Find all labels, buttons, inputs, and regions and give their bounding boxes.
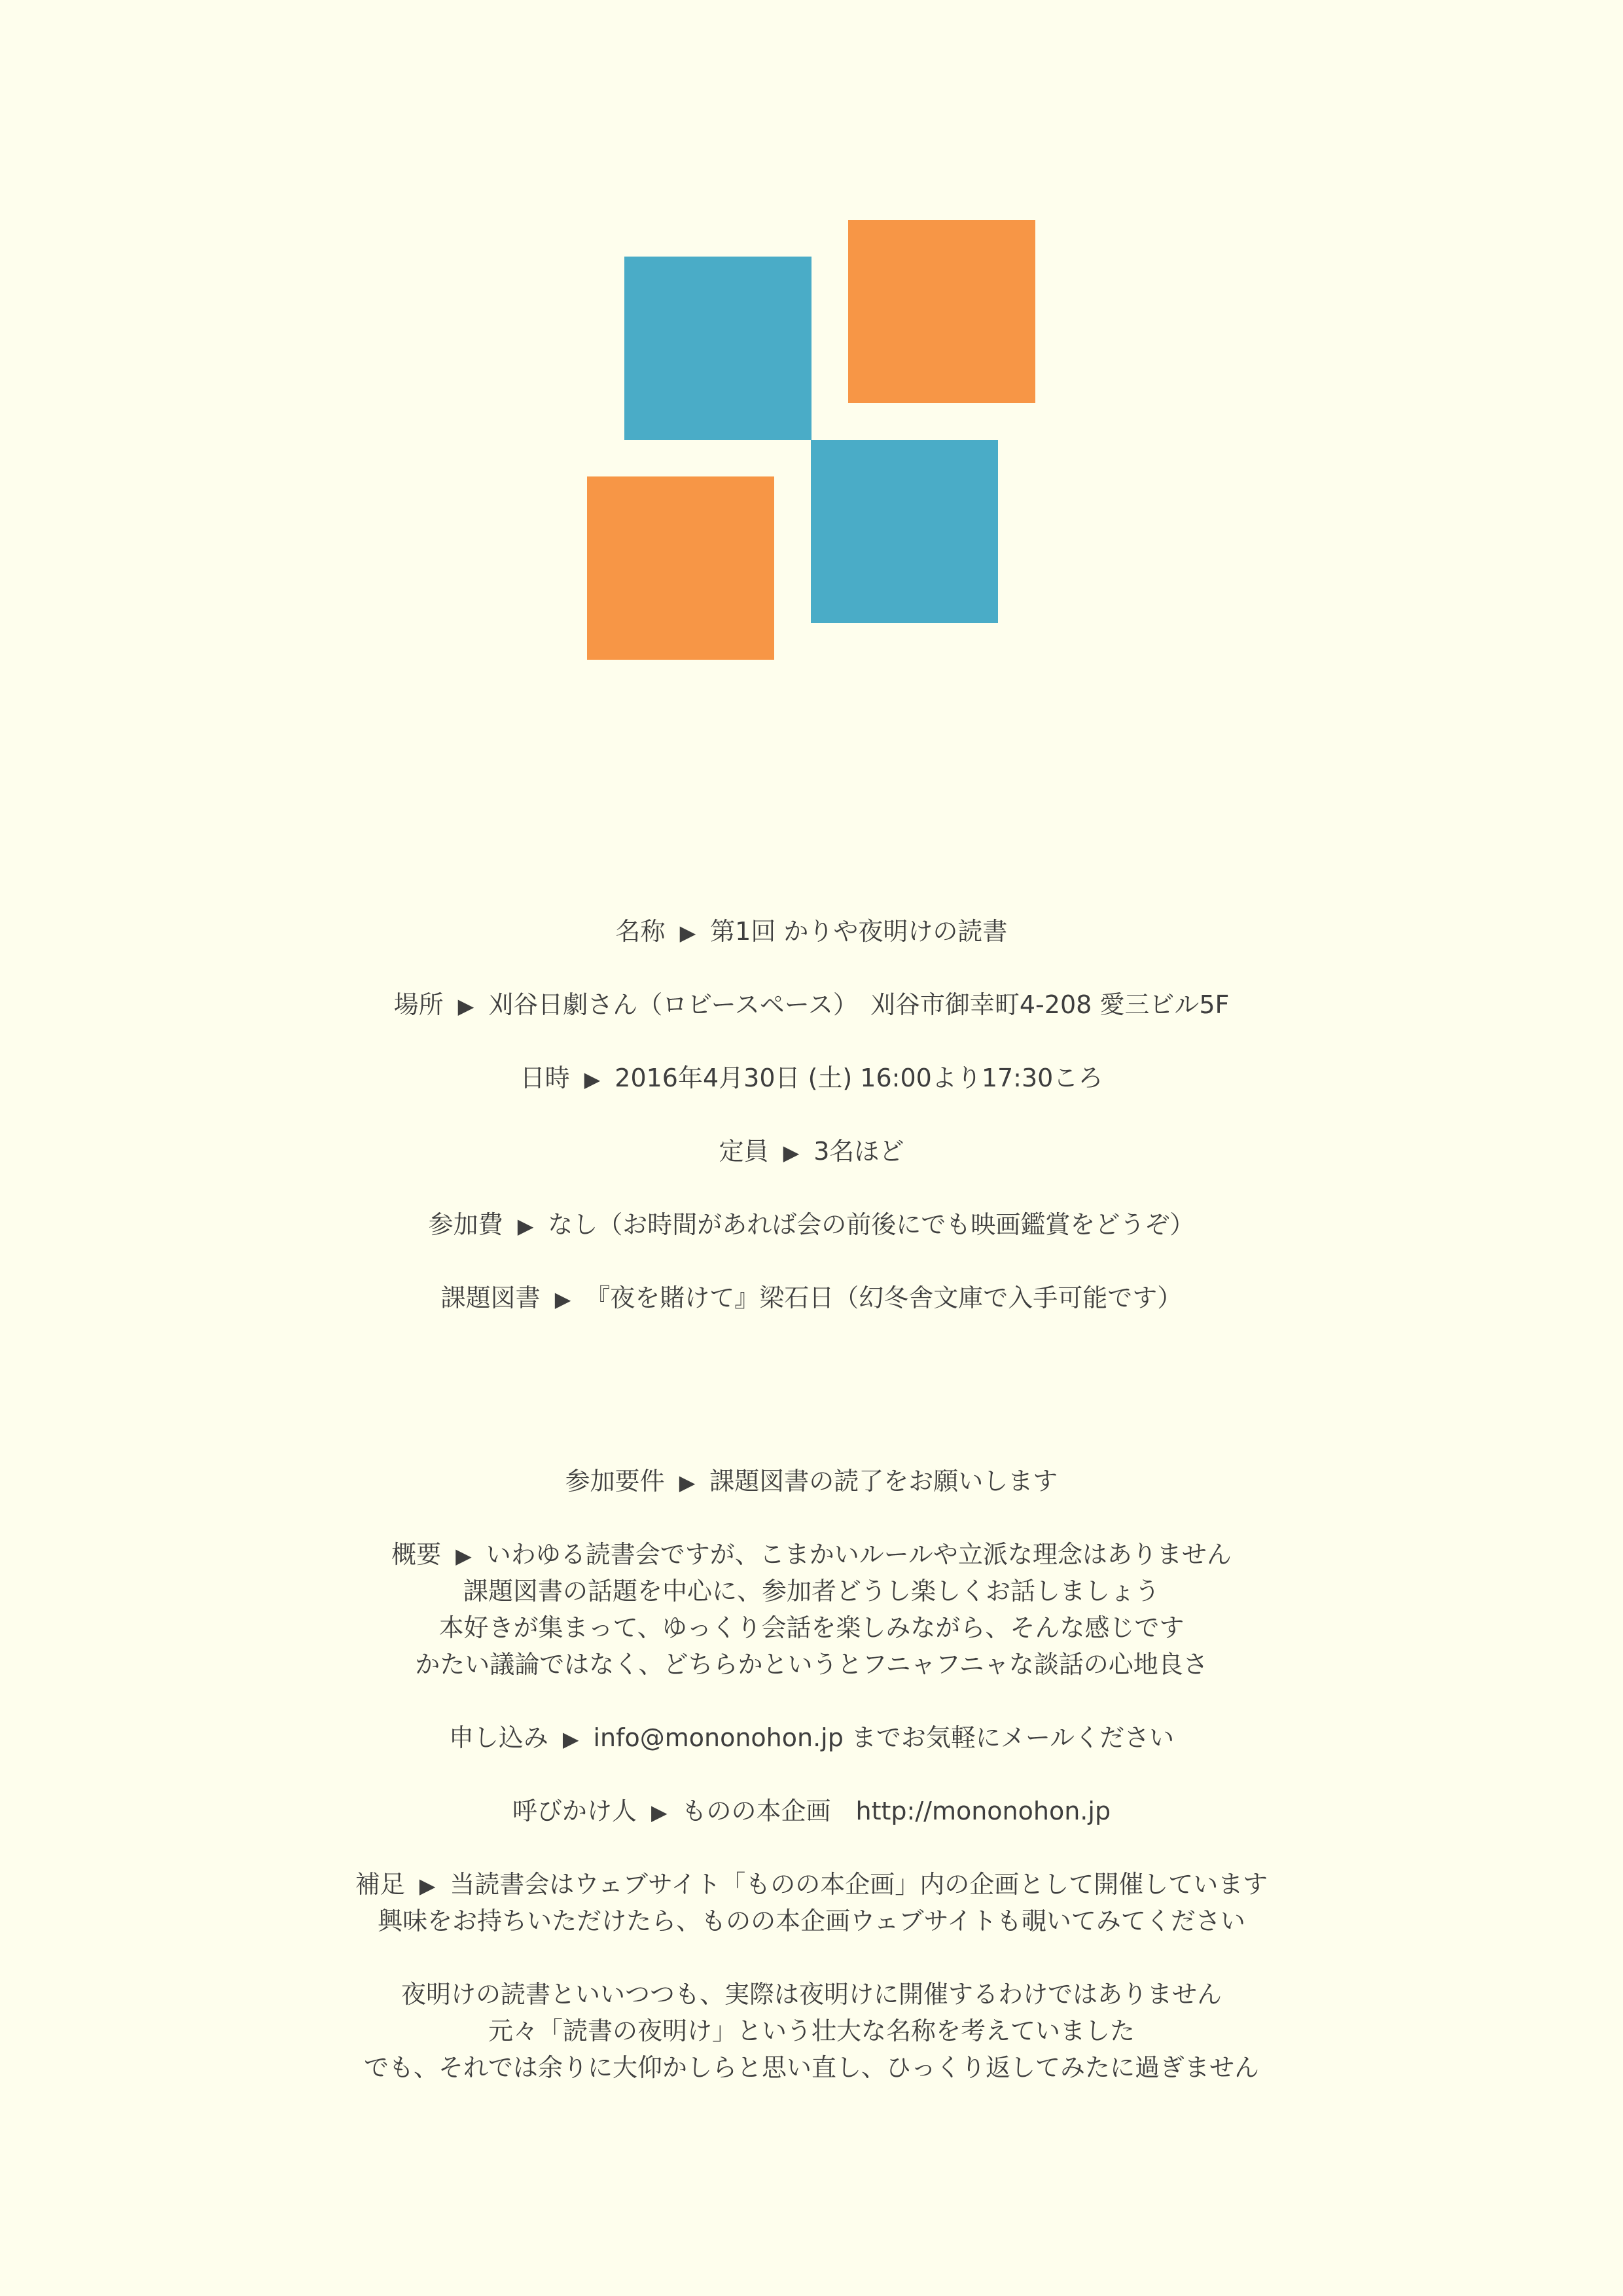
row-note-value: 当読書会はウェブサイト「ものの本企画」内の企画として開催しています xyxy=(450,1870,1268,1899)
row-place-label: 場所 xyxy=(393,990,444,1019)
arrow-icon: ▶ xyxy=(419,1873,436,1898)
row-capacity-value: 3名ほど xyxy=(813,1137,904,1166)
arrow-icon: ▶ xyxy=(455,1543,472,1568)
logo-square-blue-top xyxy=(624,257,812,440)
row-fee-value: なし（お時間があれば会の前後にでも映画鑑賞をどうぞ） xyxy=(548,1210,1195,1239)
row-fee-label: 参加費 xyxy=(428,1210,503,1239)
row-datetime-label: 日時 xyxy=(520,1064,570,1092)
row-requirement-value: 課題図書の読了をお願いします xyxy=(709,1467,1058,1496)
row-capacity xyxy=(0,1133,1623,1171)
row-organizer-value: ものの本企画 http://mononohon.jp xyxy=(681,1797,1111,1825)
logo-square-orange-bottom xyxy=(587,476,774,660)
row-requirement xyxy=(0,1463,1623,1501)
row-place-value: 刈谷日劇さん（ロビースペース） 刈谷市御幸町4-208 愛三ビル5F xyxy=(488,990,1230,1019)
arrow-icon: ▶ xyxy=(562,1727,579,1751)
note-line: 興味をお持ちいただけたら、ものの本企画ウェブサイトも覗いてみてください xyxy=(378,1907,1245,1935)
overview-line: 課題図書の話題を中心に、参加者どうし楽しくお話しましょう xyxy=(463,1577,1160,1605)
row-book-label: 課題図書 xyxy=(440,1283,541,1312)
row-book xyxy=(0,1280,1623,1318)
row-organizer xyxy=(0,1793,1623,1831)
logo xyxy=(0,0,1623,720)
arrow-icon: ▶ xyxy=(679,1470,696,1495)
row-note xyxy=(0,1866,1623,1904)
row-apply xyxy=(0,1719,1623,1757)
row-name-label: 名称 xyxy=(615,917,666,946)
arrow-icon: ▶ xyxy=(651,1800,668,1825)
row-fee xyxy=(0,1206,1623,1244)
logo-square-orange-top xyxy=(848,220,1035,403)
row-organizer-label: 呼びかけ人 xyxy=(512,1797,637,1825)
overview-line: かたい議論ではなく、どちらかというとフニャフニャな談話の心地良さ xyxy=(415,1650,1208,1679)
row-note-label: 補足 xyxy=(355,1870,405,1899)
row-name xyxy=(0,913,1623,951)
row-apply-value: info@mononohon.jp までお気軽にメールください xyxy=(593,1723,1175,1752)
afterword-line: でも、それでは余りに大仰かしらと思い直し、ひっくり返してみたに過ぎません xyxy=(363,2053,1259,2082)
arrow-icon: ▶ xyxy=(457,994,474,1018)
row-overview-label: 概要 xyxy=(391,1540,442,1569)
arrow-icon: ▶ xyxy=(517,1213,534,1238)
row-datetime xyxy=(0,1060,1623,1098)
row-name-value: 第1回 かりや夜明けの読書 xyxy=(710,917,1008,946)
row-overview xyxy=(0,1536,1623,1574)
row-overview-value: いわゆる読書会ですが、こまかいルールや立派な理念はありません xyxy=(486,1540,1232,1569)
afterword-line: 夜明けの読書といいつつも、実際は夜明けに開催するわけではありません xyxy=(401,1980,1222,2009)
arrow-icon: ▶ xyxy=(679,920,696,945)
overview-line: 本好きが集まって、ゆっくり会話を楽しみながら、そんな感じです xyxy=(438,1613,1185,1642)
row-capacity-label: 定員 xyxy=(719,1137,769,1166)
row-apply-label: 申し込み xyxy=(448,1723,548,1752)
row-book-value: 『夜を賭けて』梁石日（幻冬舎文庫で入手可能です） xyxy=(585,1283,1183,1312)
arrow-icon: ▶ xyxy=(783,1140,800,1165)
arrow-icon: ▶ xyxy=(584,1067,601,1092)
row-place xyxy=(0,986,1623,1024)
logo-square-blue-bottom xyxy=(811,440,998,623)
afterword-line: 元々「読書の夜明け」という壮大な名称を考えていました xyxy=(488,2017,1135,2045)
arrow-icon: ▶ xyxy=(554,1287,571,1312)
row-datetime-value: 2016年4月30日 (土) 16:00より17:30ころ xyxy=(615,1064,1103,1092)
row-requirement-label: 参加要件 xyxy=(565,1467,665,1496)
